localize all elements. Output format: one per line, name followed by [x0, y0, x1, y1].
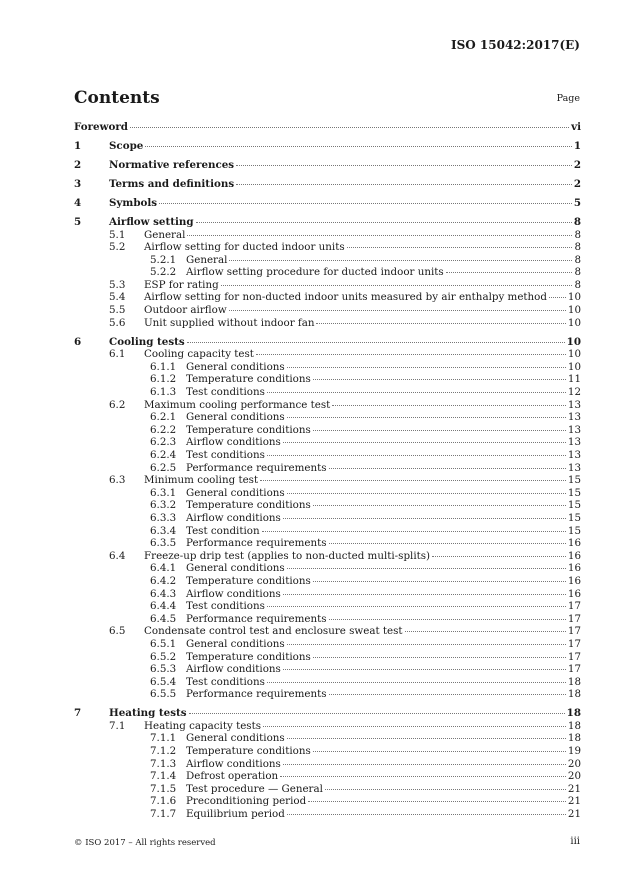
toc-entry-page: 19: [567, 745, 581, 758]
dot-leader: [287, 417, 566, 418]
toc-entry-page: 18: [567, 732, 581, 745]
toc-entry-page: 2: [573, 158, 581, 171]
toc-entry-label: Temperature conditions: [186, 423, 311, 436]
toc-entry-label: Temperature conditions: [186, 650, 311, 663]
toc-entry-number: 6.4.5: [150, 612, 177, 625]
toc-entry-label: Scope: [109, 139, 144, 152]
dot-leader: [196, 222, 572, 223]
toc-entry-label: Airflow conditions: [186, 511, 281, 524]
toc-entry[interactable]: [74, 512, 581, 525]
toc-entry-label: General conditions: [186, 486, 285, 499]
toc-entry-label: Test procedure — General: [186, 782, 323, 795]
toc-entry-page: 5: [573, 196, 581, 209]
toc-entry-label: General: [144, 228, 186, 241]
toc-entry-label: Performance requirements: [186, 688, 327, 701]
dot-leader: [130, 127, 569, 128]
toc-entry-label: Airflow conditions: [186, 757, 281, 770]
dot-leader: [280, 776, 566, 777]
toc-entry-number: 6: [74, 335, 82, 348]
toc-entry-label: Airflow conditions: [186, 663, 281, 676]
toc-entry-number: 5.5: [109, 304, 126, 317]
toc-entry[interactable]: [74, 449, 581, 462]
toc-entry-number: 5.3: [109, 278, 126, 291]
dot-leader: [159, 203, 572, 204]
toc-entry[interactable]: [74, 336, 581, 349]
toc-entry-page: 13: [567, 436, 581, 449]
toc-entry[interactable]: [74, 745, 581, 758]
toc-entry-number: 4: [74, 196, 82, 209]
toc-entry-number: 6.4.4: [150, 600, 177, 613]
toc-entry-label: Test conditions: [186, 675, 265, 688]
toc-entry-label: Airflow setting procedure for ducted indoor units: [186, 266, 444, 279]
toc-entry-label: Test conditions: [186, 386, 265, 399]
toc-entry-number: 5.6: [109, 316, 126, 329]
toc-entry-label: Test conditions: [186, 600, 265, 613]
toc-entry[interactable]: [74, 159, 581, 172]
toc-entry-number: 7.1.6: [150, 795, 177, 808]
toc-entry[interactable]: [74, 688, 581, 701]
toc-entry[interactable]: [74, 424, 581, 437]
toc-entry-number: 6.3.3: [150, 511, 177, 524]
dot-leader: [549, 297, 566, 298]
toc-entry[interactable]: [74, 651, 581, 664]
dot-leader: [287, 738, 566, 739]
toc-entry-label: Temperature conditions: [186, 745, 311, 758]
toc-entry[interactable]: [74, 575, 581, 588]
toc-entry[interactable]: [74, 562, 581, 575]
toc-entry-page: 13: [567, 423, 581, 436]
toc-entry-number: 6.2.2: [150, 423, 177, 436]
toc-entry-page: 21: [567, 808, 581, 821]
toc-entry-number: 6.3: [109, 474, 126, 487]
toc-entry-label: Performance requirements: [186, 537, 327, 550]
toc-entry[interactable]: [74, 783, 581, 796]
toc-entry-number: 6.5.3: [150, 663, 177, 676]
toc-entry[interactable]: [74, 317, 581, 330]
toc-entry-label: General conditions: [186, 732, 285, 745]
toc-entry-page: 8: [574, 266, 581, 279]
toc-entry[interactable]: [74, 676, 581, 689]
dot-leader: [329, 694, 566, 695]
toc-entry[interactable]: [74, 638, 581, 651]
toc-entry[interactable]: [74, 373, 581, 386]
toc-entry-label: Maximum cooling performance test: [144, 398, 331, 411]
toc-entry-page: 13: [567, 461, 581, 474]
dot-leader: [187, 342, 565, 343]
toc-entry-number: 6.3.5: [150, 537, 177, 550]
dot-leader: [329, 468, 566, 469]
toc-entry-page: 10: [567, 348, 581, 361]
toc-entry[interactable]: [74, 499, 581, 512]
toc-entry[interactable]: [74, 241, 581, 254]
toc-entry-page: vi: [571, 121, 581, 133]
toc-entry-page: 17: [567, 650, 581, 663]
toc-entry-page: 18: [567, 688, 581, 701]
toc-entry-page: 15: [567, 499, 581, 512]
toc-entry[interactable]: [74, 588, 581, 601]
page-number: iii: [570, 836, 580, 847]
toc-entry-number: 6.4.1: [150, 562, 177, 575]
dot-leader: [313, 379, 566, 380]
toc-entry-page: 16: [567, 574, 581, 587]
dot-leader: [229, 310, 566, 311]
toc-entry[interactable]: [74, 795, 581, 808]
toc-entry-label: Symbols: [109, 196, 158, 209]
toc-entry-page: 17: [567, 625, 581, 638]
dot-leader: [329, 543, 566, 544]
toc-entry-number: 6.1.2: [150, 373, 177, 386]
toc-entry[interactable]: [74, 399, 581, 412]
toc-entry-page: 10: [567, 304, 581, 317]
toc-entry[interactable]: [74, 474, 581, 487]
toc-entry[interactable]: [74, 663, 581, 676]
toc-entry-page: 21: [567, 782, 581, 795]
toc-entry-page: 11: [567, 373, 581, 386]
toc-entry-number: 6.2.4: [150, 449, 177, 461]
toc-entry-number: 6.1.3: [150, 386, 177, 399]
toc-entry[interactable]: [74, 140, 581, 153]
dot-leader: [283, 594, 566, 595]
dot-leader: [325, 789, 566, 790]
toc-entry-label: General conditions: [186, 562, 285, 575]
dot-leader: [287, 644, 566, 645]
dot-leader: [329, 619, 566, 620]
toc-entry[interactable]: [74, 348, 581, 361]
toc-entry-number: 7.1.1: [150, 732, 177, 745]
dot-leader: [287, 568, 566, 569]
toc-entry-number: 7: [74, 707, 82, 720]
toc-entry[interactable]: [74, 229, 581, 242]
toc-entry[interactable]: [74, 178, 581, 191]
dot-leader: [313, 430, 566, 431]
dot-leader: [283, 518, 566, 519]
toc-entry-label: Outdoor airflow: [144, 304, 227, 317]
toc-entry[interactable]: [74, 720, 581, 733]
toc-entry-label: General conditions: [186, 360, 285, 373]
toc-entry[interactable]: [74, 279, 581, 292]
toc-entry-page: 20: [567, 770, 581, 783]
toc-entry-page: 18: [567, 675, 581, 688]
toc-entry[interactable]: [74, 304, 581, 317]
toc-entry-page: 21: [567, 795, 581, 808]
page-column-label: Page: [556, 93, 580, 104]
dot-leader: [316, 323, 565, 324]
toc-entry[interactable]: [74, 758, 581, 771]
dot-leader: [263, 726, 566, 727]
toc-entry-number: 7.1.3: [150, 757, 177, 770]
toc-entry-page: 8: [573, 215, 581, 228]
toc-entry-number: 5.2: [109, 241, 126, 254]
dot-leader: [332, 405, 566, 406]
toc-entry-page: 8: [574, 278, 581, 291]
toc-entry[interactable]: [74, 770, 581, 783]
toc-entry[interactable]: [74, 266, 581, 279]
toc-entry-label: ESP for rating: [144, 278, 219, 291]
toc-entry-label: Preconditioning period: [186, 795, 307, 808]
toc-entry-number: 6.5.4: [150, 675, 177, 688]
toc-entry[interactable]: [74, 462, 581, 475]
toc-entry-page: 8: [574, 253, 581, 266]
toc-entry-page: 13: [567, 398, 581, 411]
toc-entry[interactable]: [74, 121, 581, 134]
dot-leader: [283, 764, 566, 765]
dot-leader: [262, 531, 566, 532]
toc-entry-number: 5.1: [109, 228, 126, 241]
toc-entry-number: 6.5: [109, 625, 126, 638]
toc-entry-page: 17: [567, 637, 581, 650]
dot-leader: [313, 657, 566, 658]
dot-leader: [287, 493, 566, 494]
toc-entry-page: 10: [566, 335, 581, 348]
toc-entry-page: 8: [574, 228, 581, 241]
toc-entry[interactable]: [74, 386, 581, 399]
toc-entry-page: 17: [567, 600, 581, 613]
toc-entry-number: 6.2.5: [150, 461, 177, 474]
toc-entry-page: 10: [567, 316, 581, 329]
toc-entry-label: Terms and definitions: [109, 177, 235, 190]
toc-entry-page: 18: [567, 719, 581, 732]
toc-entry-number: 6.2.1: [150, 411, 177, 424]
toc-entry-label: Cooling capacity test: [144, 348, 254, 361]
toc-entry[interactable]: [74, 254, 581, 267]
page-title: Contents: [74, 88, 160, 108]
toc-entry[interactable]: [74, 707, 581, 720]
toc-entry-page: 20: [567, 757, 581, 770]
toc-entry-label: Defrost operation: [186, 770, 279, 783]
toc-entry[interactable]: [74, 216, 581, 229]
toc-entry-label: Temperature conditions: [186, 373, 311, 386]
dot-leader: [267, 606, 566, 607]
toc-entry-number: 6.5.2: [150, 650, 177, 663]
toc-entry[interactable]: [74, 411, 581, 424]
toc-entry-label: General conditions: [186, 637, 285, 650]
toc-entry-label: Heating tests: [109, 707, 187, 720]
dot-leader: [283, 669, 566, 670]
toc-entry-number: 7.1.5: [150, 782, 177, 795]
toc-entry-number: 6.3.1: [150, 486, 177, 499]
toc-entry-label: Foreword: [74, 121, 128, 133]
toc-entry-page: 15: [567, 511, 581, 524]
toc-entry-number: 6.1: [109, 348, 126, 361]
dot-leader: [236, 165, 572, 166]
toc-entry[interactable]: [74, 537, 581, 550]
toc-entry-number: 6.5.5: [150, 688, 177, 701]
toc-entry-number: 5.2.1: [150, 253, 177, 266]
toc-entry[interactable]: [74, 436, 581, 449]
toc-entry-number: 6.2: [109, 398, 126, 411]
toc-entry-label: Heating capacity tests: [144, 719, 262, 732]
toc-entry-number: 7.1.7: [150, 808, 177, 821]
toc-entry-page: 2: [573, 177, 581, 190]
toc-entry-label: Airflow conditions: [186, 436, 281, 449]
toc-entry-page: 12: [567, 386, 581, 399]
toc-entry-label: Temperature conditions: [186, 574, 311, 587]
toc-entry-label: Performance requirements: [186, 461, 327, 474]
toc-entry[interactable]: [74, 600, 581, 613]
toc-entry[interactable]: [74, 291, 581, 304]
toc-entry-number: 6.4.2: [150, 574, 177, 587]
toc-entry-page: 16: [567, 562, 581, 575]
toc-entry[interactable]: [74, 361, 581, 374]
toc-entry-page: 17: [567, 612, 581, 625]
toc-entry-page: 15: [567, 524, 581, 537]
toc-entry-label: General conditions: [186, 411, 285, 424]
toc-entry-page: 18: [566, 707, 581, 720]
toc-entry-page: 16: [567, 537, 581, 550]
toc-entry-number: 1: [74, 139, 82, 152]
toc-entry-label: Airflow setting for ducted indoor units: [144, 241, 345, 254]
toc-entry-number: 6.4: [109, 549, 126, 562]
toc-entry-number: 6.3.2: [150, 499, 177, 512]
toc-entry-page: 13: [567, 411, 581, 424]
dot-leader: [260, 480, 566, 481]
toc-entry-number: 7.1.4: [150, 770, 177, 783]
dot-leader: [267, 455, 566, 456]
toc-entry-page: 10: [567, 360, 581, 373]
toc-entry-page: 1: [573, 139, 581, 152]
toc-entry-label: Unit supplied without indoor fan: [144, 316, 315, 329]
toc-entry-label: Normative references: [109, 158, 235, 171]
toc-entry-number: 7.1: [109, 719, 126, 732]
toc-entry-page: 13: [567, 449, 581, 461]
toc-entry-number: 5.2.2: [150, 266, 177, 279]
toc-entry-page: 17: [567, 663, 581, 676]
dot-leader: [308, 801, 566, 802]
toc-entry-label: Test conditions: [186, 449, 265, 461]
dot-leader: [287, 814, 566, 815]
toc-entry-number: 5: [74, 215, 82, 228]
toc-entry-number: 6.4.3: [150, 587, 177, 600]
dot-leader: [236, 184, 572, 185]
toc-entry-number: 6.5.1: [150, 637, 177, 650]
toc-entry[interactable]: [74, 625, 581, 638]
dot-leader: [347, 247, 573, 248]
toc-entry-label: Condensate control test and enclosure sweat test: [144, 625, 403, 638]
dot-leader: [287, 367, 566, 368]
toc-entry-number: 6.3.4: [150, 524, 177, 537]
toc-entry-number: 5.4: [109, 291, 126, 304]
dot-leader: [405, 631, 566, 632]
dot-leader: [313, 751, 566, 752]
dot-leader: [313, 581, 566, 582]
dot-leader: [145, 146, 572, 147]
toc-entry-number: 3: [74, 177, 82, 190]
toc-entry-label: Test condition: [186, 524, 260, 537]
toc-entry-number: 6.2.3: [150, 436, 177, 449]
toc-entry-label: Freeze-up drip test (applies to non-ducted multi-splits): [144, 549, 431, 562]
toc-entry-label: Airflow conditions: [186, 587, 281, 600]
toc-entry[interactable]: [74, 487, 581, 500]
toc-entry[interactable]: [74, 808, 581, 821]
toc-entry-page: 16: [567, 549, 581, 562]
dot-leader: [189, 713, 565, 714]
dot-leader: [313, 505, 566, 506]
toc-entry-page: 15: [567, 486, 581, 499]
toc-entry-page: 8: [574, 241, 581, 254]
dot-leader: [283, 442, 566, 443]
toc-entry[interactable]: [74, 550, 581, 563]
toc-entry-page: 16: [567, 587, 581, 600]
toc-entry-label: Cooling tests: [109, 335, 185, 348]
dot-leader: [187, 235, 572, 236]
toc-entry[interactable]: [74, 732, 581, 745]
toc-entry-label: Temperature conditions: [186, 499, 311, 512]
toc-entry-label: Airflow setting for non-ducted indoor units measured by air enthalpy method: [144, 291, 547, 304]
dot-leader: [229, 260, 572, 261]
dot-leader: [432, 556, 566, 557]
toc-entry-label: Minimum cooling test: [144, 474, 259, 487]
toc-entry-number: 2: [74, 158, 82, 171]
dot-leader: [221, 285, 573, 286]
toc-entry-label: General: [186, 253, 228, 266]
toc-entry[interactable]: [74, 197, 581, 210]
toc-entry[interactable]: [74, 613, 581, 626]
toc-entry-page: 10: [567, 291, 581, 304]
dot-leader: [267, 682, 566, 683]
toc-entry[interactable]: [74, 525, 581, 538]
toc-entry-label: Performance requirements: [186, 612, 327, 625]
dot-leader: [256, 354, 566, 355]
dot-leader: [446, 272, 573, 273]
copyright-notice: © ISO 2017 – All rights reserved: [74, 838, 216, 848]
toc-entry-label: Airflow setting: [109, 215, 194, 228]
toc-entry-number: 7.1.2: [150, 745, 177, 758]
document-id: ISO 15042:2017(E): [451, 38, 580, 52]
toc-entry-label: Equilibrium period: [186, 808, 285, 821]
toc-entry-number: 6.1.1: [150, 360, 177, 373]
table-of-contents: [74, 121, 581, 821]
toc-entry-page: 15: [567, 474, 581, 487]
dot-leader: [267, 392, 566, 393]
